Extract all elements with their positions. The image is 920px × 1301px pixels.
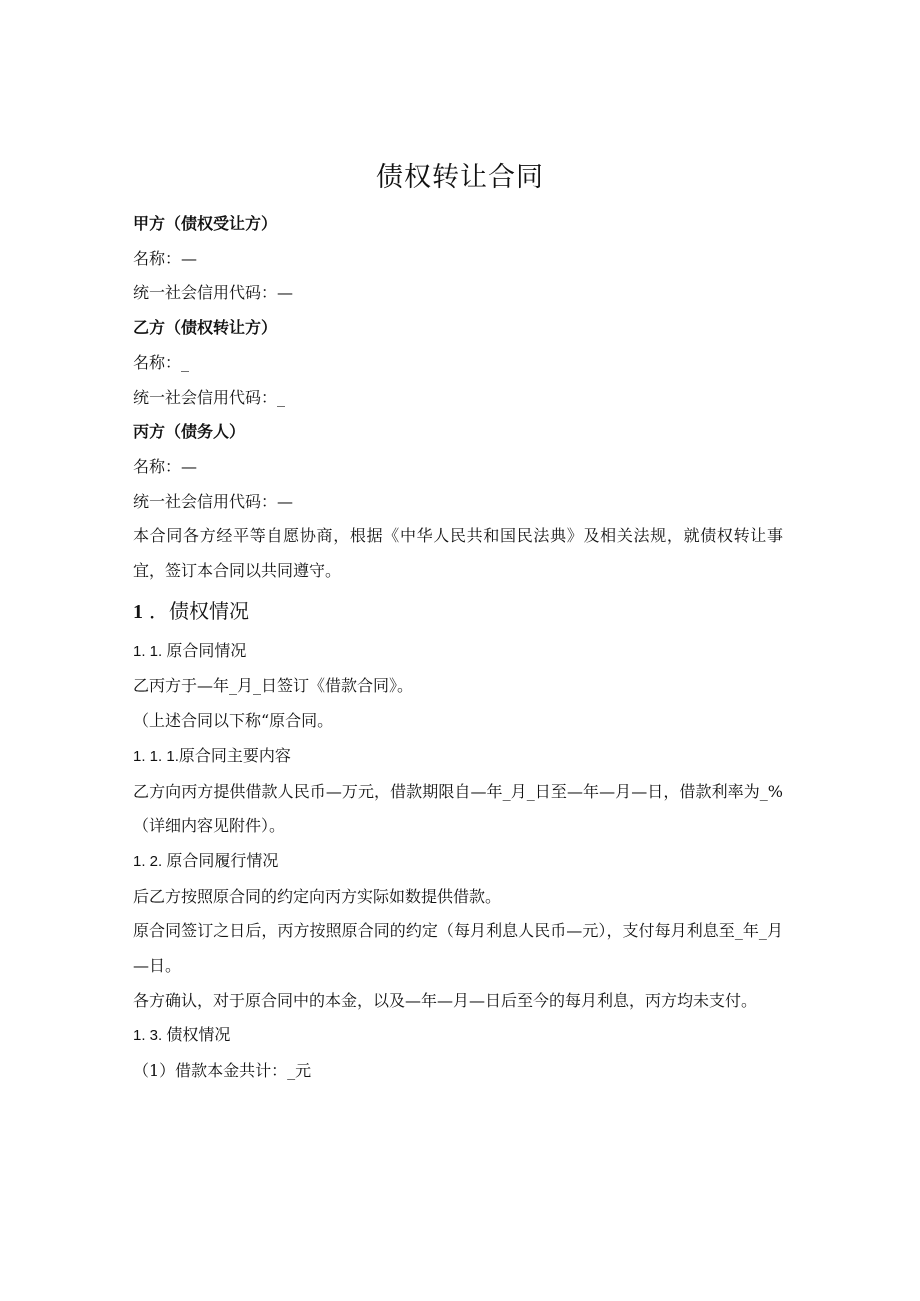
subsection-1-1-heading	[133, 634, 783, 670]
section-1-title: ．债权情况	[149, 598, 249, 623]
subsection-1-2-title: 原合同履行情况	[166, 850, 279, 870]
subsection-1-1-title: 原合同情况	[166, 640, 247, 660]
subsection-1-2-text-1: 后乙方按照原合同的约定向丙方实际如数提供借款。	[133, 886, 502, 906]
party-c-heading: 丙方（债务人）	[133, 422, 246, 442]
document-body	[133, 207, 783, 1089]
section-1-heading	[133, 589, 783, 634]
subsection-1-1-1-heading	[133, 739, 783, 775]
subsection-1-1-text-2: （上述合同以下称“原合同。	[133, 711, 334, 731]
party-b-name: 名称：_	[133, 352, 190, 372]
subsection-1-2-text-2: 原合同签订之日后，丙方按照原合同的约定（每月利息人民币—元），支付每月利息至_年_月—日。	[133, 921, 783, 976]
party-b-heading: 乙方（债权转让方）	[133, 318, 278, 338]
party-a-name: 名称：—	[133, 248, 198, 268]
party-b-code: 统一社会信用代码：_	[133, 387, 286, 407]
subsection-1-1-1-text: 乙方向丙方提供借款人民币—万元，借款期限自—年_月_日至—年—月—日，借款利率为_%（详细内容见附件）。	[133, 781, 783, 836]
subsection-1-3-heading	[133, 1018, 783, 1054]
document-title: 债权转让合同	[376, 162, 544, 193]
subsection-1-2-text-3: 各方确认，对于原合同中的本金，以及—年—月—日后至今的每月利息，丙方均未支付。	[133, 990, 758, 1010]
subsection-1-1-1-title: 原合同主要内容	[178, 745, 291, 765]
subsection-1-2-heading	[133, 844, 783, 880]
subsection-1-1-text-1: 乙丙方于—年_月_日签订《借款合同》。	[133, 676, 414, 696]
subsection-1-3-number: 1. 3.	[133, 1027, 163, 1045]
subsection-1-1-1-number: 1. 1. 1.	[133, 747, 179, 765]
intro-paragraph: 本合同各方经平等自愿协商，根据《中华人民共和国民法典》及相关法规，就债权转让事宜，签订本合同以共同遵守。	[133, 526, 783, 581]
subsection-1-1-number: 1. 1.	[133, 642, 163, 660]
subsection-1-3-item-1: （1）借款本金共计：_元	[133, 1061, 312, 1081]
party-c-code: 统一社会信用代码：—	[133, 491, 294, 511]
subsection-1-2-number: 1. 2.	[133, 852, 163, 870]
party-a-heading: 甲方（债权受让方）	[133, 214, 278, 233]
section-1-number: 1	[133, 600, 143, 623]
party-c-name: 名称：—	[133, 456, 198, 476]
subsection-1-3-title: 债权情况	[166, 1025, 231, 1045]
party-a-code: 统一社会信用代码：—	[133, 283, 294, 303]
